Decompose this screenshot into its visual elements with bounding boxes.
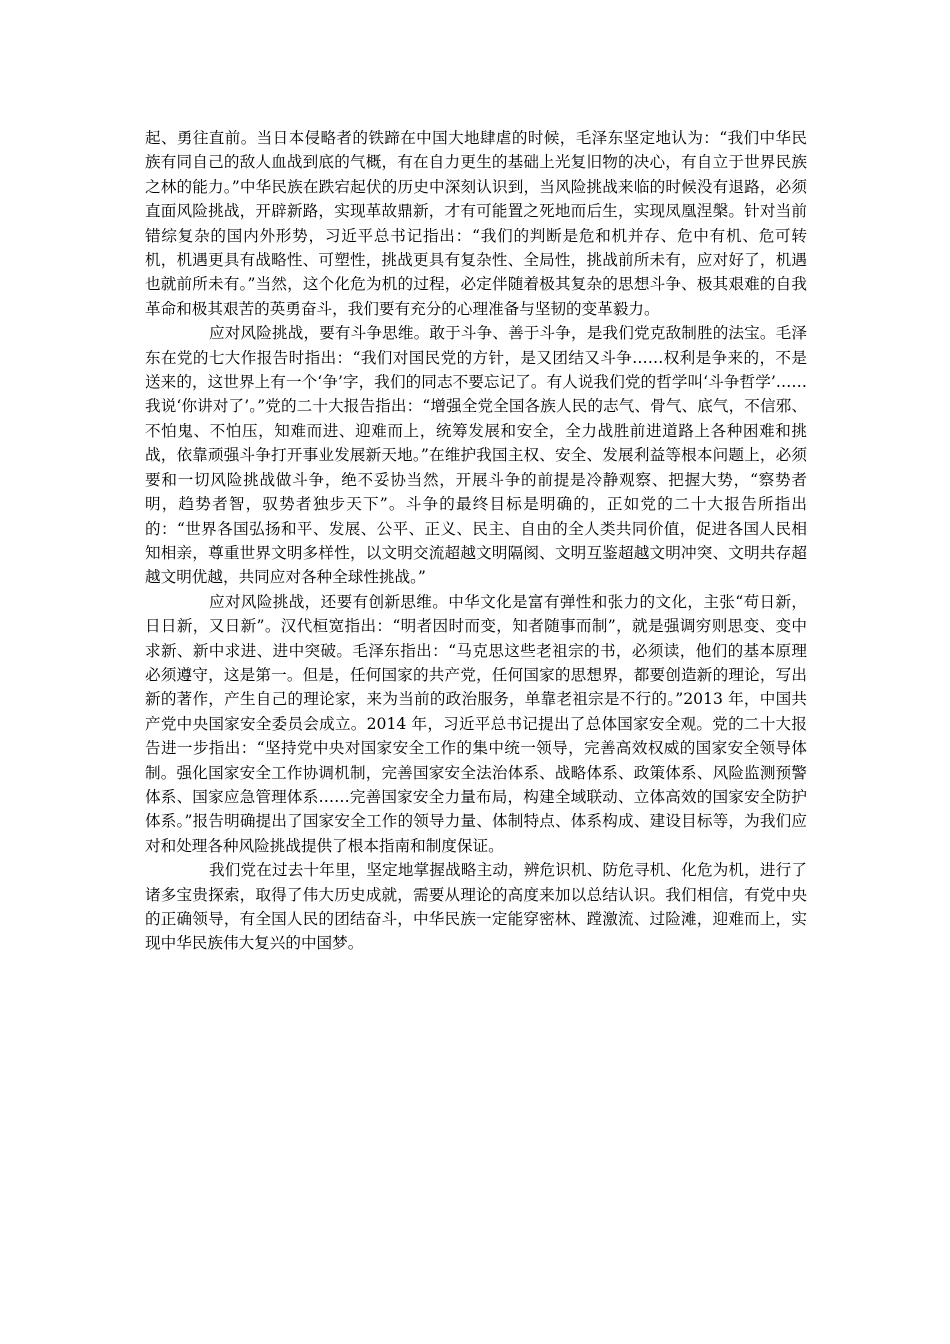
paragraph-continued: 起、勇往直前。当日本侵略者的铁蹄在中国大地肆虐的时候，毛泽东坚定地认为：“我们中华民族有同自己的敌人血战到底的气概，有在自力更生的基础上光复旧物的决心，有自立于世界民族之林的能力。”中华民族在跌宕起伏的历史中深刻认识到，当风险挑战来临的时候没有退路，必须直面风险挑战，开辟新路，实现革故鼎新，才有可能置之死地而后生，实现凤凰涅槃。针对当前错综复杂的国内外形势，习近平总书记指出：“我们的判断是危和机并存、危中有机、危可转机，机遇更具有战略性、可塑性，挑战更具有复杂性、全局性，挑战前所未有，应对好了，机遇也就前所未有。”当然，这个化危为机的过程，必定伴随着极其复杂的思想斗争、极其艰难的自我革命和极其艰苦的英勇奋斗，我们要有充分的心理准备与坚韧的变革毅力。 bbox=[145, 129, 807, 318]
paragraph-struggle-thinking: 应对风险挑战，要有斗争思维。敢于斗争、善于斗争，是我们党克敌制胜的法宝。毛泽东在党的七大作报告时指出：“我们对国民党的方针，是又团结又斗争……权利是争来的，不是送来的，这世界上有一个‘争’字，我们的同志不要忘记了。有人说我们党的哲学叫‘斗争哲学’……我说‘你讲对了’。”党的二十大报告指出：“增强全党全国各族人民的志气、骨气、底气，不信邪、不怕鬼、不怕压，知难而进、迎难而上，统筹发展和安全，全力战胜前进道路上各种困难和挑战，依靠顽强斗争打开事业发展新天地。”在维护我国主权、安全、发展利益等根本问题上，必须要和一切风险挑战做斗争，绝不妥协当然，开展斗争的前提是冷静观察、把握大势，“察势者明，趋势者智，驭势者独步天下”。斗争的最终目标是明确的，正如党的二十大报告所指出的：“世界各国弘扬和平、发展、公平、正义、民主、自由的全人类共同价值，促进各国人民相知相亲，尊重世界文明多样性，以文明交流超越文明隔阂、文明互鉴超越文明冲突、文明共存超越文明优越，共同应对各种全球性挑战。” bbox=[145, 324, 807, 587]
document-body bbox=[145, 126, 807, 956]
paragraph-innovation-thinking: 应对风险挑战，还要有创新思维。中华文化是富有弹性和张力的文化，主张“苟日新，日日新，又日新”。汉代桓宽指出：“明者因时而变，知者随事而制”，就是强调穷则思变、变中求新、新中求进、进中突破。毛泽东指出：“马克思这些老祖宗的书，必须读，他们的基本原理必须遵守，这是第一。但是，任何国家的共产党，任何国家的思想界，都要创造新的理论，写出新的著作，产生自己的理论家，来为当前的政治服务，单靠老祖宗是不行的。”2013 年，中国共产党中央国家安全委员会成立。2014 年，习近平总书记提出了总体国家安全观。党的二十大报告进一步指出：“坚持党中央对国家安全工作的集中统一领导，完善高效权威的国家安全领导体制。强化国家安全工作协调机制，完善国家安全法治体系、战略体系、政策体系、风险监测预警体系、国家应急管理体系……完善国家安全力量布局，构建全域联动、立体高效的国家安全防护体系。”报告明确提出了国家安全工作的领导力量、体制特点、体系构成、建设目标等，为我们应对和处理各种风险挑战提供了根本指南和制度保证。 bbox=[145, 592, 807, 855]
paragraph-conclusion: 我们党在过去十年里，坚定地掌握战略主动，辨危识机、防危寻机、化危为机，进行了诸多宝贵探索，取得了伟大历史成就，需要从理论的高度来加以总结认识。我们相信，有党中央的正确领导，有全国人民的团结奋斗，中华民族一定能穿密林、蹚激流、过险滩，迎难而上，实现中华民族伟大复兴的中国梦。 bbox=[145, 861, 807, 953]
